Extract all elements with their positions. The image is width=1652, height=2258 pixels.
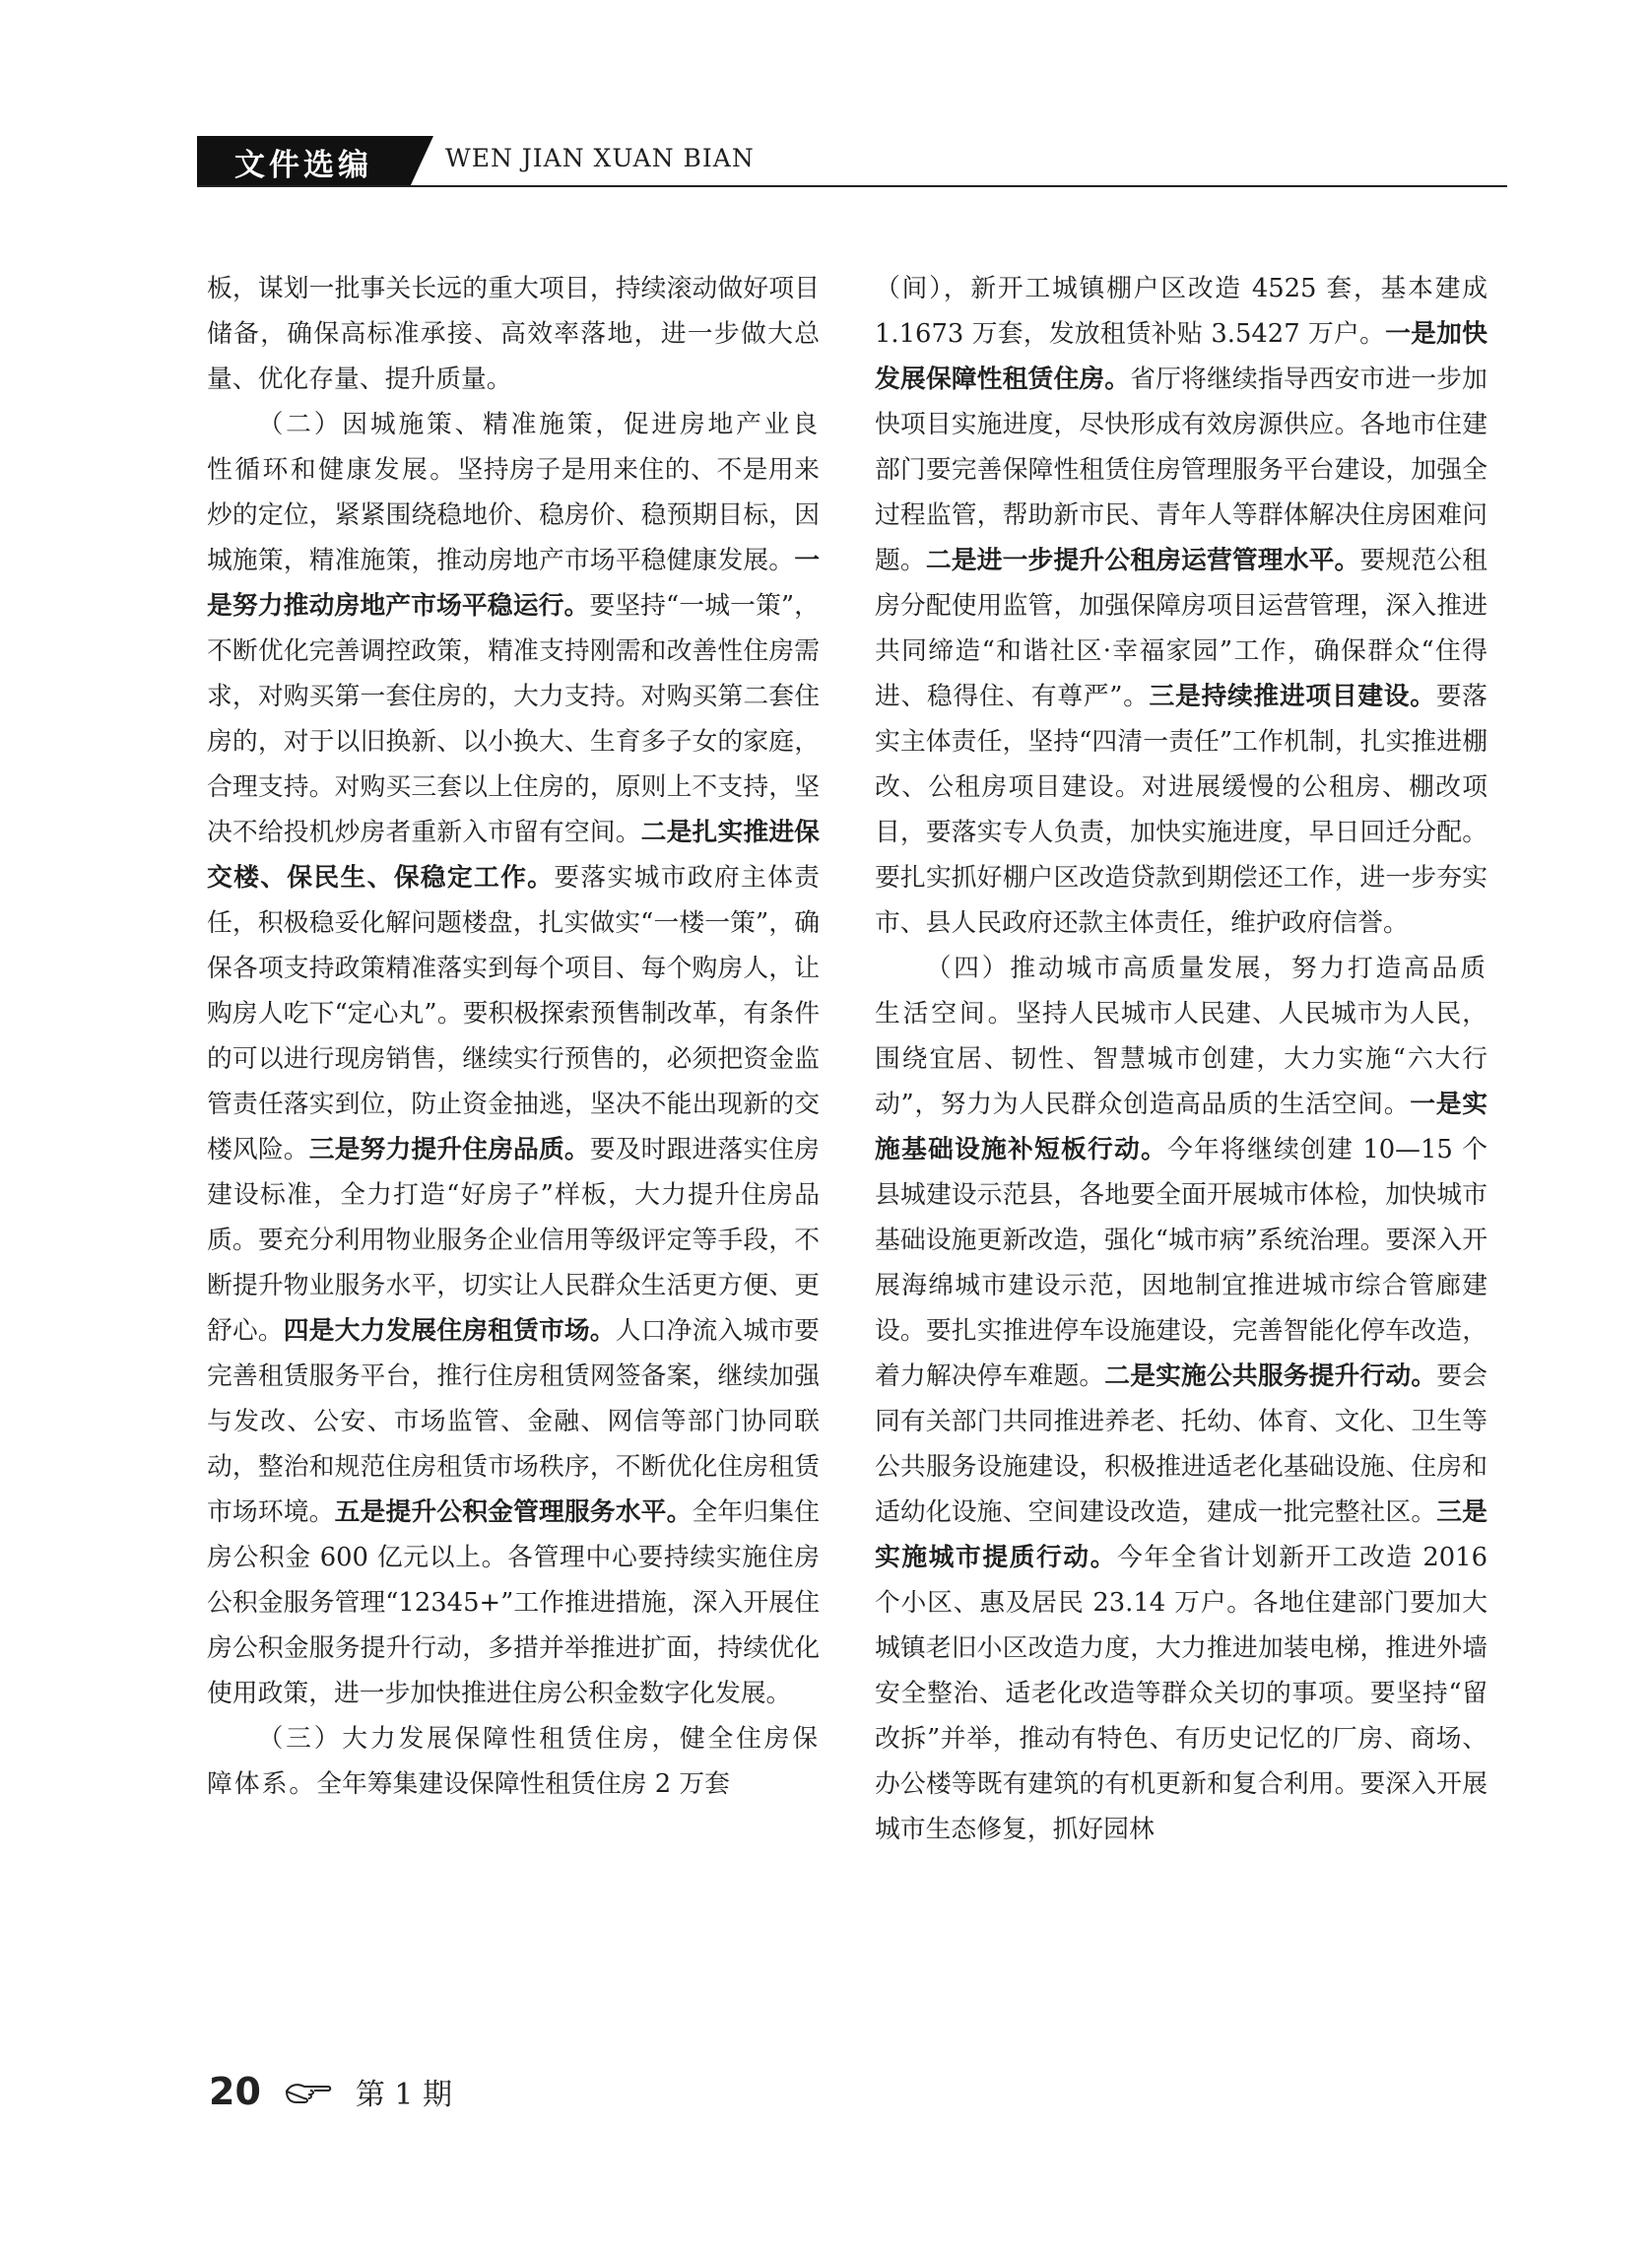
paragraph: （间），新开工城镇棚户区改造 4525 套，基本建成 1.1673 万套，发放租赁补贴 3.5427 万户。一是加快发展保障性租赁住房。省厅将继续指导西安市进一步加快项目实施进度，尽快形成有效房源供应。各地市住建部门要完善保障性租赁住房管理服务平台建设，加强全过程监管，帮助新市民、青年人等群体解决住房困难问题。二是进一步提升公租房运营管理水平。要规范公租房分配使用监管，加强保障房项目运营管理，深入推进共同缔造“和谐社区·幸福家园”工作，确保群众“住得进、稳得住、有尊严”。三是持续推进项目建设。要落实主体责任，坚持“四清一责任”工作机制，扎实推进棚改、公租房项目建设。对进展缓慢的公租房、棚改项目，要落实专人负责，加快实施进度，早日回迁分配。要扎实抓好棚户区改造贷款到期偿还工作，进一步夯实市、县人民政府还款主体责任，维护政府信誉。 [875, 274, 1487, 938]
bold-lead: 一是加快发展保障性租赁住房。 [875, 319, 1487, 394]
section-badge: 文件选编 [197, 136, 410, 187]
paragraph: （二）因城施策、精准施策，促进房地产业良性循环和健康发展。坚持房子是用来住的、不是用来炒的定位，紧紧围绕稳地价、稳房价、稳预期目标，因城施策，精准施策，推动房地产市场平稳健康发展。一是努力推动房地产市场平稳运行。要坚持“一城一策”，不断优化完善调控政策，精准支持刚需和改善性住房需求，对购买第一套住房的，大力支持。对购买第二套住房的，对于以旧换新、以小换大、生育多子女的家庭，合理支持。对购买三套以上住房的，原则上不支持，坚决不给投机炒房者重新入市留有空间。二是扎实推进保交楼、保民生、保稳定工作。要落实城市政府主体责任，积极稳妥化解问题楼盘，扎实做实“一楼一策”，确保各项支持政策精准落实到每个项目、每个购房人，让购房人吃下“定心丸”。要积极探索预售制改革，有条件的可以进行现房销售，继续实行预售的，必须把资金监管责任落实到位，防止资金抽逃，坚决不能出现新的交楼风险。三是努力提升住房品质。要及时跟进落实住房建设标准，全力打造“好房子”样板，大力提升住房品质。要充分利用物业服务企业信用等级评定等手段，不断提升物业服务水平，切实让人民群众生活更方便、更舒心。四是大力发展住房租赁市场。人口净流入城市要完善租赁服务平台，推行住房租赁网签备案，继续加强与发改、公安、市场监管、金融、网信等部门协同联动，整治和规范住房租赁市场秩序，不断优化住房租赁市场环境。五是提升公积金管理服务水平。全年归集住房公积金 600 亿元以上。各管理中心要持续实施住房公积金服务管理“12345+”工作推进措施，深入开展住房公积金服务提升行动，多措并举推进扩面，持续优化使用政策，进一步加快推进住房公积金数字化发展。 [207, 410, 820, 1708]
bold-lead: 一是实施基础设施补短板行动。 [875, 1090, 1487, 1164]
bold-lead: 三是实施城市提质行动。 [875, 1497, 1487, 1572]
pointing-hand-icon [285, 2079, 332, 2104]
section-header [197, 136, 1507, 187]
paragraph: 板，谋划一批事关长远的重大项目，持续滚动做好项目储备，确保高标准承接、高效率落地，进一步做大总量、优化存量、提升质量。 [207, 274, 820, 394]
paragraph: （三）大力发展保障性租赁住房，健全住房保障体系。全年筹集建设保障性租赁住房 2 万套 [207, 1724, 820, 1799]
page-footer [209, 2067, 452, 2116]
section-heading: （三）大力发展保障性租赁住房，健全住房保障体系。 [207, 1724, 820, 1799]
bold-lead: 五是提升公积金管理服务水平。 [334, 1497, 693, 1527]
section-heading: （二）因城施策、精准施策，促进房地产业良性循环和健康发展。 [207, 410, 820, 485]
right-column [875, 266, 1487, 1852]
section-pinyin: WEN JIAN XUAN BIAN [445, 144, 755, 172]
bold-lead: 二是扎实推进保交楼、保民生、保稳定工作。 [207, 818, 820, 893]
issue-number: 第 1 期 [355, 2078, 453, 2112]
bold-lead: 四是大力发展住房租赁市场。 [283, 1316, 616, 1346]
bold-lead: 三是努力提升住房品质。 [308, 1135, 590, 1164]
bold-lead: 二是实施公共服务提升行动。 [1104, 1361, 1437, 1391]
bold-lead: 三是持续推进项目建设。 [1149, 682, 1436, 711]
badge-wedge [410, 136, 433, 187]
left-column [207, 266, 820, 1807]
header-rule [197, 185, 1507, 187]
bold-lead: 一是努力推动房地产市场平稳运行。 [207, 546, 820, 621]
section-heading: （四）推动城市高质量发展，努力打造高品质生活空间。 [875, 954, 1487, 1029]
page-number: 20 [209, 2070, 261, 2113]
bold-lead: 二是进一步提升公租房运营管理水平。 [925, 546, 1360, 575]
paragraph: （四）推动城市高质量发展，努力打造高品质生活空间。坚持人民城市人民建、人民城市为人民，围绕宜居、韧性、智慧城市创建，大力实施“六大行动”，努力为人民群众创造高品质的生活空间。一是实施基础设施补短板行动。今年将继续创建 10—15 个县城建设示范县，各地要全面开展城市体检，加快城市基础设施更新改造，强化“城市病”系统治理。要深入开展海绵城市建设示范，因地制宜推进城市综合管廊建设。要扎实推进停车设施建设，完善智能化停车改造，着力解决停车难题。二是实施公共服务提升行动。要会同有关部门共同推进养老、托幼、体育、文化、卫生等公共服务设施建设，积极推进适老化基础设施、住房和适幼化设施、空间建设改造，建成一批完整社区。三是实施城市提质行动。今年全省计划新开工改造 2016 个小区、惠及居民 23.14 万户。各地住建部门要加大城镇老旧小区改造力度，大力推进加装电梯，推进外墙安全整治、适老化改造等群众关切的事项。要坚持“留改拆”并举，推动有特色、有历史记忆的厂房、商场、办公楼等既有建筑的有机更新和复合利用。要深入开展城市生态修复，抓好园林 [875, 954, 1487, 1844]
